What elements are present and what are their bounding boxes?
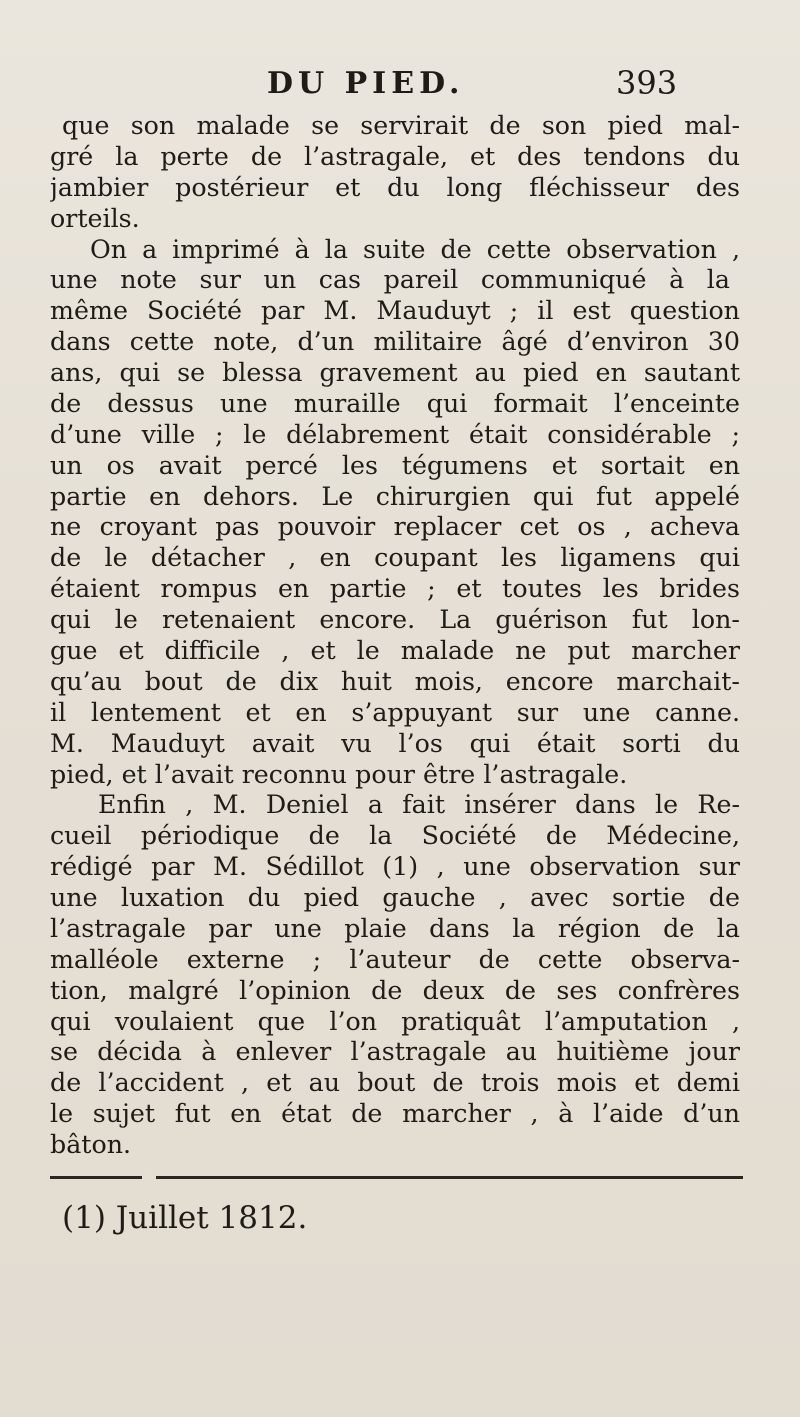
text-line: l’astragale par une plaie dans la région de la <box>50 912 740 943</box>
text-line: bâton. <box>50 1129 132 1160</box>
text-line: tion, malgré l’opinion de deux de ses confrères <box>50 974 740 1005</box>
text-line: ne croyant pas pouvoir replacer cet os , acheva <box>50 511 740 542</box>
text-line: qu’au bout de dix huit mois, encore marchait- <box>50 665 740 696</box>
text-line: une luxation du pied gauche , avec sortie de <box>50 882 740 913</box>
text-line: M. Mauduyt avait vu l’os qui était sorti du <box>50 727 740 758</box>
text-line: ans, qui se blessa gravement au pied en sautant <box>50 357 740 388</box>
text-line: malléole externe ; l’auteur de cette observa- <box>50 943 740 974</box>
text-line: rédigé par M. Sédillot (1) , une observation sur <box>50 851 740 882</box>
text-line: pied, et l’avait reconnu pour être l’astragale. <box>50 758 628 789</box>
text-line: gue et difficile , et le malade ne put marcher <box>50 635 740 665</box>
text-line: cueil périodique de la Société de Médecine, <box>50 820 740 851</box>
text-line: partie en dehors. Le chirurgien qui fut appelé <box>50 480 740 511</box>
text-line: il lentement et en s’appuyant sur une canne. <box>50 696 740 727</box>
text-line: dans cette note, d’un militaire âgé d’environ 30 <box>50 326 740 357</box>
text-line: étaient rompus en partie ; et toutes les brides <box>50 573 740 604</box>
text-line: de l’accident , et au bout de trois mois et demi <box>50 1067 740 1098</box>
running-head: DU PIED. <box>267 66 465 101</box>
text-line: un os avait percé les tégumens et sortait en <box>50 449 740 480</box>
text-line: Enfin , M. Deniel a fait insérer dans le Re- <box>98 789 740 820</box>
text-line: qui voulaient que l’on pratiquât l’amputation , <box>50 1005 740 1036</box>
footnote-separator <box>50 1176 743 1179</box>
text-line: jambier postérieur et du long fléchisseur des <box>50 171 740 202</box>
text-line: On a imprimé à la suite de cette observation , <box>90 233 740 264</box>
text-line: se décida à enlever l’astragale au huitième jour <box>50 1036 740 1067</box>
text-line: d’une ville ; le délabrement était considérable ; <box>50 418 740 449</box>
text-line: gré la perte de l’astragale, et des tendons du <box>50 140 740 171</box>
text-line: le sujet fut en état de marcher , à l’aide d’un <box>50 1098 740 1129</box>
text-line: même Société par M. Mauduyt ; il est question <box>50 295 740 326</box>
text-line: de le détacher , en coupant les ligamens qui <box>50 542 740 573</box>
text-line: une note sur un cas pareil communiqué à la <box>50 264 730 295</box>
text-line: de dessus une muraille qui formait l’enceinte <box>50 387 740 418</box>
text-line: que son malade se servirait de son pied mal- <box>62 110 740 140</box>
page-number: 393 <box>616 64 678 102</box>
text-line: orteils. <box>50 202 140 233</box>
text-line: qui le retenaient encore. La guérison fut lon- <box>50 604 740 635</box>
footnote: (1) Juillet 1812. <box>62 1200 308 1236</box>
